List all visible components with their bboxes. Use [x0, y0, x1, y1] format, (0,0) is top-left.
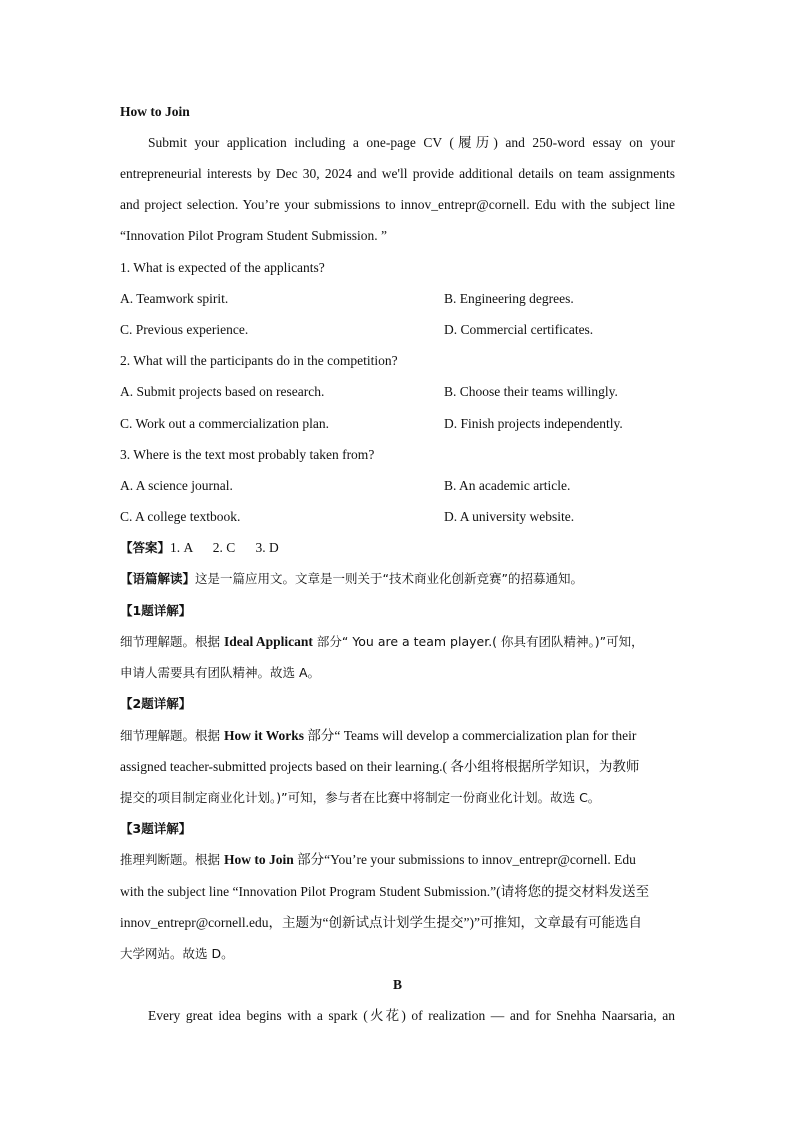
how-to-join-heading: How to Join	[120, 104, 190, 119]
question-3-option-d: D. A university website.	[444, 509, 575, 524]
question-1-option-a: A. Teamwork spirit.	[120, 291, 229, 306]
para1-line1: Submit your application including a one-page CV (履历) and 250-word essay on your	[148, 135, 675, 150]
q1-detail-label: 【1题详解】	[120, 603, 192, 618]
q2-detail-line3: 提交的项目制定商业化计划。)”可知，参与者在比赛中将制定一份商业化计划。故选 C。	[120, 790, 601, 805]
answer-label: 【答案】	[120, 540, 171, 555]
answer-values: 1. A 2. C 3. D	[170, 540, 279, 555]
question-1-option-d: D. Commercial certificates.	[444, 322, 594, 337]
question-2-option-c: C. Work out a commercialization plan.	[120, 416, 329, 431]
para1-line3: and project selection. You’re your submissions to innov_entrepr@cornell. Edu with the subject line	[120, 197, 675, 212]
q1-line1-pre: 细节理解题。根据	[120, 634, 224, 649]
q2-line1-post: 部分“ Teams will develop a commercialization plan for their	[304, 728, 637, 743]
q2-detail-label: 【2题详解】	[120, 696, 192, 711]
q3-line1-pre: 推理判断题。根据	[120, 852, 224, 867]
para1-line4: “Innovation Pilot Program Student Submission. ”	[120, 228, 387, 243]
question-2-option-a: A. Submit projects based on research.	[120, 384, 325, 399]
q2-line1-pre: 细节理解题。根据	[120, 728, 224, 743]
reading-text: 这是一篇应用文。文章是一则关于“技术商业化创新竞赛”的招募通知。	[195, 571, 583, 586]
section-b-heading: B	[392, 977, 402, 992]
question-1-option-b: B. Engineering degrees.	[444, 291, 574, 306]
question-1-option-c: C. Previous experience.	[120, 322, 249, 337]
q3-detail-label: 【3题详解】	[120, 821, 192, 836]
reading-label: 【语篇解读】	[120, 571, 196, 586]
q3-line1-bold: How to Join	[223, 852, 294, 867]
para-b-line1: Every great idea begins with a spark (火花) of realization — and for Snehha Naarsaria, an	[148, 1008, 675, 1023]
q3-detail-line1	[120, 851, 675, 869]
q3-line1-post: 部分“You’re your submissions to innov_entrepr@cornell. Edu	[293, 852, 636, 867]
q2-detail-line2: assigned teacher-submitted projects based on their learning.( 各小组将根据所学知识，为教师	[120, 759, 640, 774]
question-3-option-b: B. An academic article.	[444, 478, 571, 493]
q1-detail-line1	[120, 633, 675, 651]
q2-line1-bold: How it Works	[223, 728, 304, 743]
question-1-stem: 1. What is expected of the applicants?	[120, 260, 325, 275]
para1-line2: entrepreneurial interests by Dec 30, 2024 and we'll provide additional details on team assignments	[120, 166, 675, 181]
q2-detail-line1	[120, 727, 675, 745]
question-3-option-c: C. A college textbook.	[120, 509, 241, 524]
question-2-option-d: D. Finish projects independently.	[444, 416, 623, 431]
question-2-option-b: B. Choose their teams willingly.	[444, 384, 618, 399]
q3-detail-line2: with the subject line “Innovation Pilot Program Student Submission.”(请将您的提交材料发送至	[120, 884, 650, 899]
question-3-stem: 3. Where is the text most probably taken from?	[120, 447, 375, 462]
answer-line	[120, 539, 675, 557]
q1-line1-post: 部分“ You are a team player.( 你具有团队精神。)”可知，	[312, 634, 644, 649]
question-3-option-a: A. A science journal.	[120, 478, 233, 493]
q1-line1-bold: Ideal Applicant	[223, 634, 313, 649]
question-2-stem: 2. What will the participants do in the competition?	[120, 353, 398, 368]
q3-detail-line4: 大学网站。故选 D。	[120, 946, 234, 961]
q1-detail-line2: 申请人需要具有团队精神。故选 A。	[120, 665, 321, 680]
q3-detail-line3: innov_entrepr@cornell.edu，主题为“创新试点计划学生提交”)”可推知，文章最有可能选自	[120, 915, 642, 930]
reading-line	[120, 570, 675, 588]
